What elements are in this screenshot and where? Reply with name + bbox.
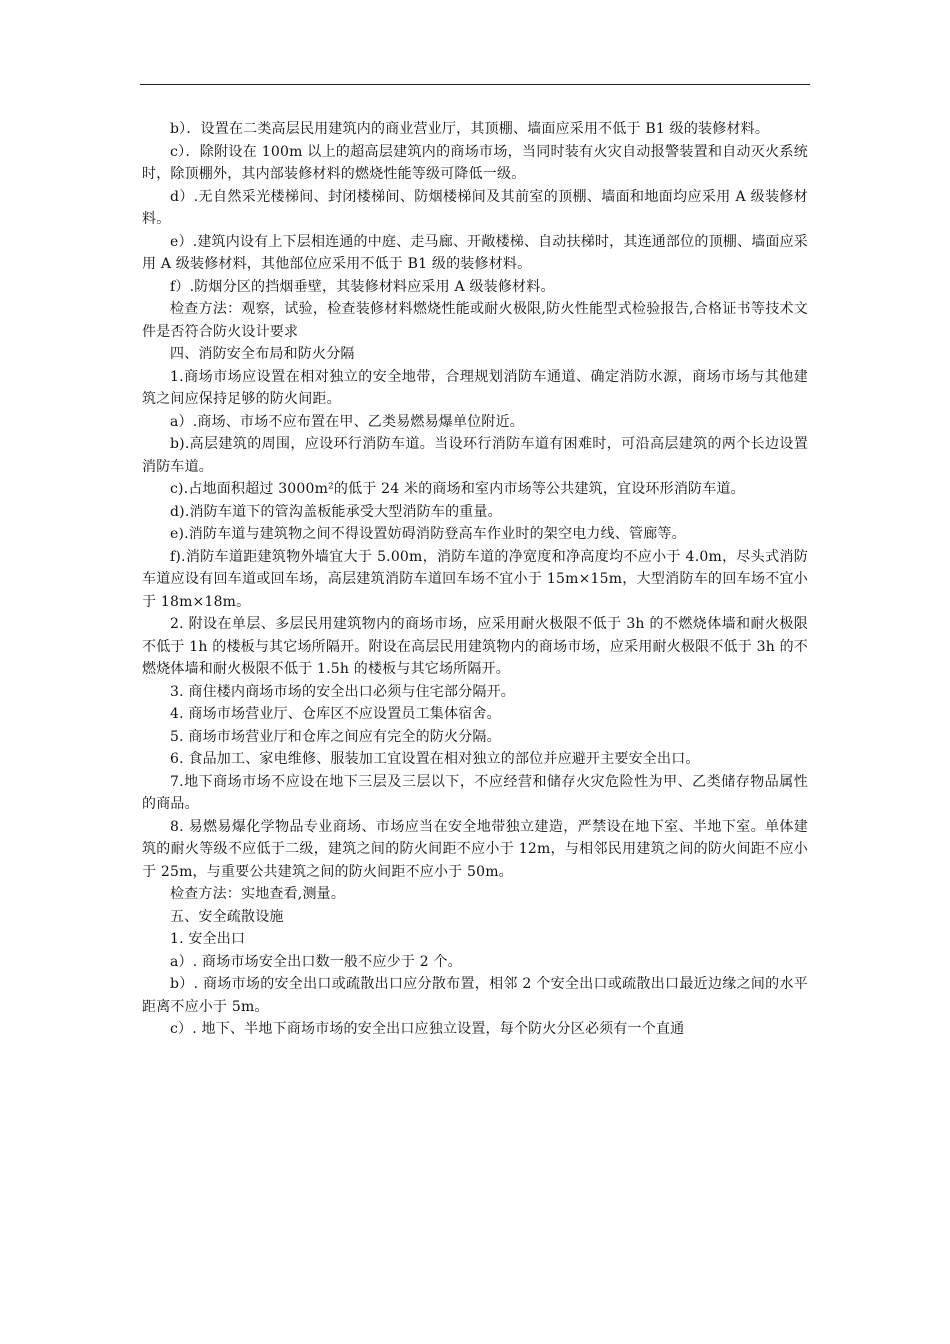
paragraph-4-1-f: f).消防车道距建筑物外墙宜大于 5.00m，消防车道的净宽度和净高度均不应小于 4.0m，尽头式消防车道应设有回车道或回车场，高层建筑消防车道回车场不宜小于 15m×15m，大型消防车的回车场不宜小于 18m×18m。: [142, 548, 808, 610]
section-heading-4: 四、消防安全布局和防火分隔: [170, 346, 355, 362]
paragraph-4-6: 6. 食品加工、家电维修、服装加工宜设置在相对独立的部位并应避开主要安全出口。: [170, 751, 700, 767]
header-rule: [140, 84, 810, 85]
paragraph-4-1-e: e).消防车道与建筑物之间不得设置妨碍消防登高车作业时的架空电力线、管廊等。: [170, 526, 686, 542]
paragraph-b-ceiling-materials: b）．设置在二类高层民用建筑内的商业营业厅，其顶棚、墙面应采用不低于 B1 级的装修材料。: [170, 121, 770, 137]
paragraph-f-smoke-curtain: f）.防烟分区的挡烟垂壁，其装修材料应采用 A 级装修材料。: [170, 278, 555, 295]
paragraph-4-2: 2. 附设在单层、多层民用建筑物内的商场市场，应采用耐火极限不低于 3h 的不燃烧体墙和耐火极限不低于 1h 的楼板与其它场所隔开。附设在高层民用建筑物内的商场市场，应采用耐火极限不低于 3h 的不燃烧体墙和耐火极限不低于 1.5h 的楼板与其它场所隔开。: [142, 616, 808, 677]
paragraph-5-1-c: c）. 地下、半地下商场市场的安全出口应独立设置，每个防火分区必须有一个直通: [170, 1021, 685, 1037]
paragraph-4-1-a: a）.商场、市场不应布置在甲、乙类易燃易爆单位附近。: [170, 413, 524, 430]
section-heading-5: 五、安全疏散设施: [170, 908, 284, 925]
paragraph-5-1-a: a）. 商场市场安全出口数一般不应少于 2 个。: [170, 953, 462, 970]
paragraph-4-4: 4. 商场市场营业厅、仓库区不应设置员工集体宿舍。: [170, 706, 501, 722]
paragraph-5-1: 1. 安全出口: [170, 931, 246, 947]
paragraph-4-3: 3. 商住楼内商场市场的安全出口必须与住宅部分隔开。: [170, 683, 516, 700]
document-body: [142, 118, 808, 1041]
paragraph-5-1-b: b）. 商场市场的安全出口或疏散出口应分散布置，相邻 2 个安全出口或疏散出口最近边缘之间的水平距离不应小于 5m。: [142, 976, 808, 1015]
paragraph-4-7: 7.地下商场市场不应设在地下三层及三层以下，不应经营和储存火灾危险性为甲、乙类储存物品属性的商品。: [142, 773, 808, 812]
paragraph-e-atrium-materials: e）.建筑内设有上下层相连通的中庭、走马廊、开敞楼梯、自动扶梯时，其连通部位的顶棚、墙面应采用 A 级装修材料，其他部位应采用不低于 B1 级的装修材料。: [142, 233, 808, 272]
paragraph-4-5: 5. 商场市场营业厅和仓库之间应有完全的防火分隔。: [170, 728, 501, 745]
paragraph-inspection-method-2: 检查方法：实地查看,测量。: [170, 886, 346, 902]
paragraph-c-high-rise-exception: c）．除附设在 100m 以上的超高层建筑内的商场市场，当同时装有火灾自动报警装置和自动灭火系统时，除顶棚外，其内部装修材料的燃烧性能等级可降低一级。: [142, 143, 808, 182]
paragraph-4-1-b: b).高层建筑的周围，应设环行消防车道。当设环行消防车道有困难时，可沿高层建筑的两个长边设置消防车道。: [142, 436, 808, 475]
paragraph-4-1-d: d).消防车道下的管沟盖板能承受大型消防车的重量。: [170, 503, 502, 520]
paragraph-d-stairwell-materials: d）.无自然采光楼梯间、封闭楼梯间、防烟楼梯间及其前室的顶棚、墙面和地面均应采用 A 级装修材料。: [142, 188, 808, 227]
paragraph-4-1: 1.商场市场应设置在相对独立的安全地带，合理规划消防车通道、确定消防水源，商场市场与其他建筑之间应保持足够的防火间距。: [142, 368, 808, 407]
paragraph-4-8: 8. 易燃易爆化学物品专业商场、市场应当在安全地带独立建造，严禁设在地下室、半地下室。单体建筑的耐火等级不应低于二级，建筑之间的防火间距不应小于 12m，与相邻民用建筑之间的防火间距不应小于 25m，与重要公共建筑之间的防火间距不应小于 50m。: [142, 818, 808, 880]
paragraph-4-1-c: c).占地面积超过 3000m²的低于 24 米的商场和室内市场等公共建筑，宜设环形消防车道。: [170, 481, 745, 497]
paragraph-inspection-method-1: 检查方法：观察，试验，检查装修材料燃烧性能或耐火极限,防火性能型式检验报告,合格证书等技术文件是否符合防火设计要求: [142, 301, 808, 340]
